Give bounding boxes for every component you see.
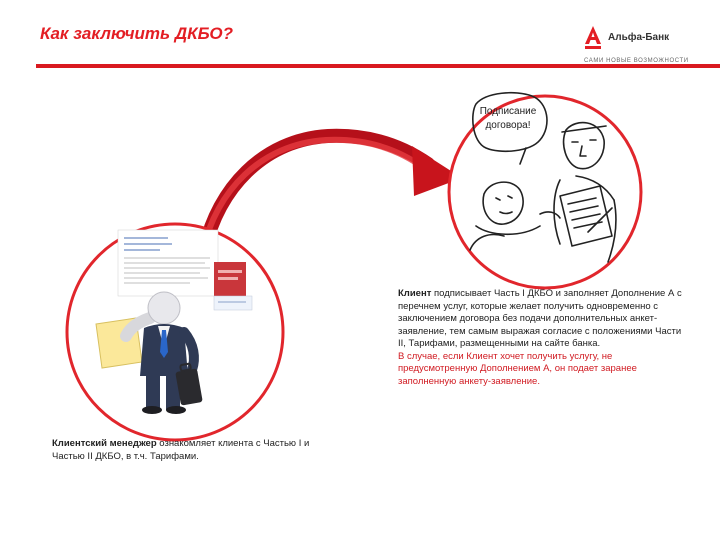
manager-circle xyxy=(67,224,283,440)
manager-text: ознакомляет клиента с Частью I и Частью II ДКБО, в т.ч. Тарифами. xyxy=(52,438,310,462)
bubble-line-1: Подписание xyxy=(479,106,537,117)
curved-arrow-icon xyxy=(203,136,462,250)
signing-circle xyxy=(449,93,641,288)
client-text: подписывает Часть I ДКБО и заполняет Дополнение А с перечнем услуг, которые желает получить одновременно с заключением договора без подачи дополнительных анкет-заявление, тем самым выражая согласие с положениями Части II, Тарифами, размещенными на сайте банка. xyxy=(398,288,682,349)
manager-caption xyxy=(52,438,312,463)
client-caption xyxy=(398,288,688,388)
bank-name: Альфа-Банк xyxy=(608,32,670,43)
client-label: Клиент xyxy=(398,288,432,299)
bank-slogan: САМИ НОВЫЕ ВОЗМОЖНОСТИ xyxy=(584,58,689,64)
page-title: Как заключить ДКБО? xyxy=(40,24,233,43)
client-note: В случае, если Клиент хочет получить услугу, не предусмотренную Дополнением А, он подает заранее заполненную анкету-заявление. xyxy=(398,350,637,387)
bubble-line-2: договора! xyxy=(485,120,531,131)
manager-label: Клиентский менеджер xyxy=(52,438,157,449)
